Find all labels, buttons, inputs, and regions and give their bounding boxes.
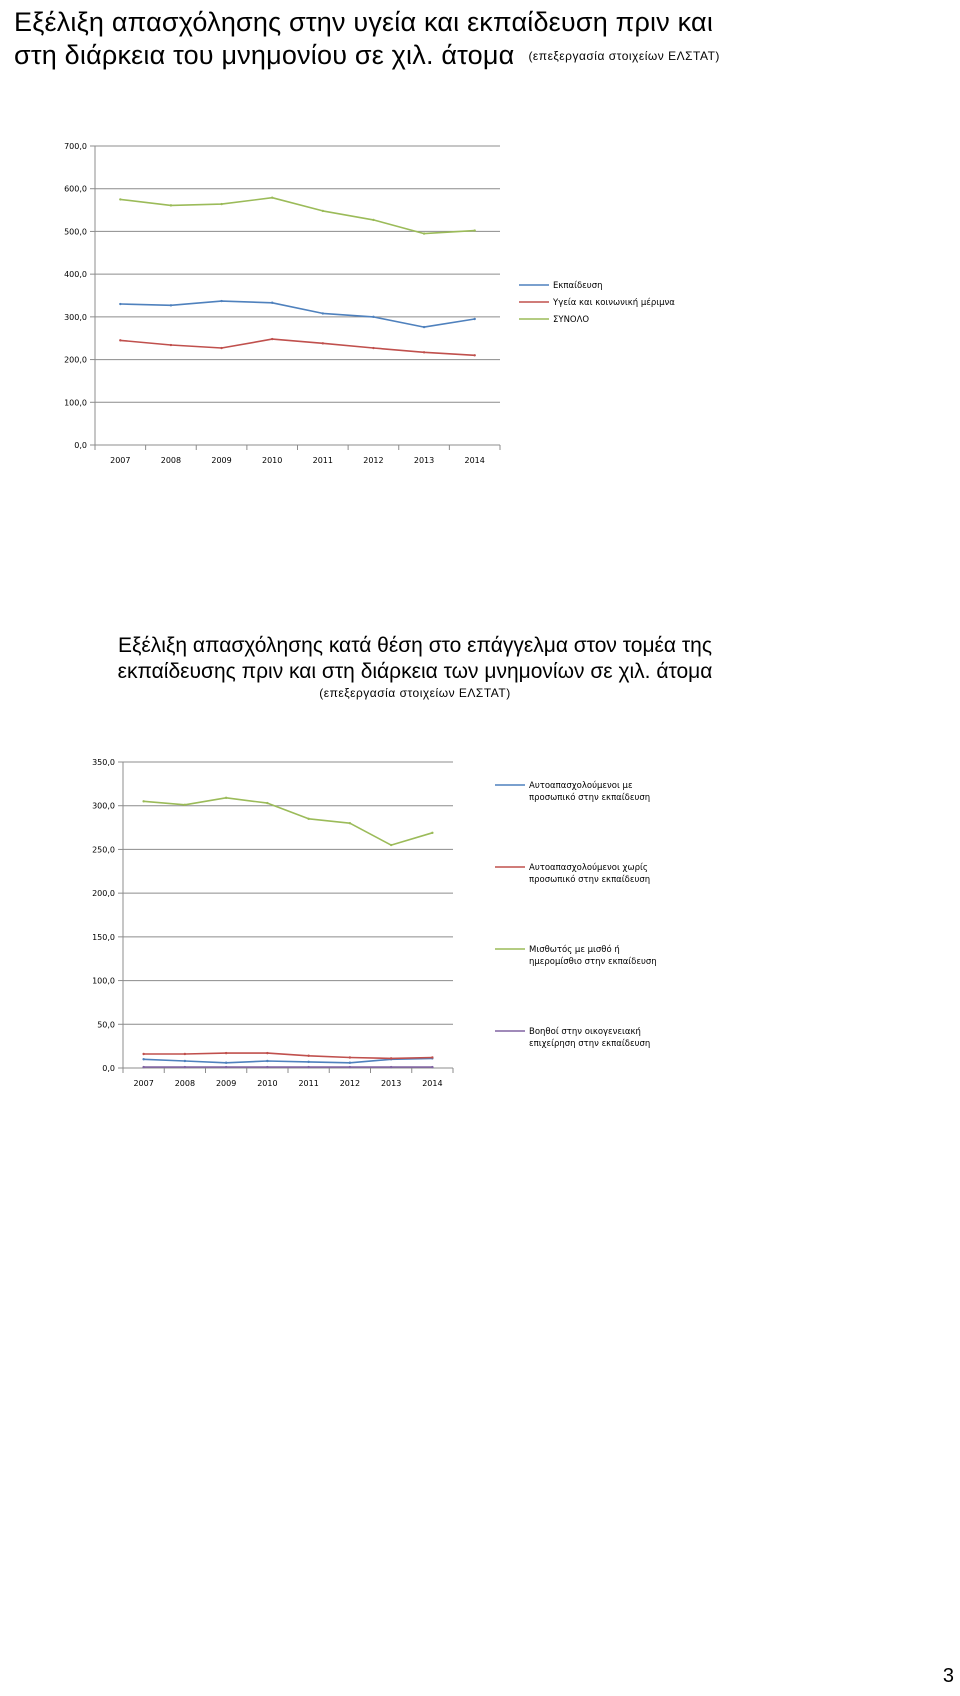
x-tick-label: 2010 (257, 1079, 278, 1088)
data-point (431, 832, 433, 834)
chart-2-title-line-1: Εξέλιξη απασχόλησης κατά θέση στο επάγγελμα στον τομέα της (118, 634, 712, 657)
x-tick-label: 2013 (380, 1079, 402, 1088)
data-point (431, 1056, 433, 1058)
y-tick-label: 350,0 (92, 758, 115, 767)
x-tick-label: 2009 (211, 456, 232, 465)
y-tick-label: 200,0 (64, 355, 87, 365)
legend-label-1: Αυτοαπασχολούμενοι με προσωπικό στην εκπαίδευση (529, 781, 651, 803)
data-point (431, 1066, 433, 1068)
legend-label-1: Εκπαίδευση (553, 281, 603, 291)
y-tick-label: 300,0 (92, 801, 115, 811)
x-tick-label: 2012 (339, 1079, 361, 1088)
data-point (266, 1060, 268, 1062)
legend-label-3: Μισθωτός με μισθό ή ημερομίσθιο στην εκπαίδευση (529, 945, 657, 967)
data-point (349, 822, 351, 824)
data-point (184, 804, 186, 806)
legend-label-2: Αυτοαπασχολούμενοι χωρίς προσωπικό στην εκπαίδευση (529, 863, 651, 885)
x-tick-label: 2012 (363, 456, 384, 465)
data-point (307, 1066, 309, 1068)
chart-1-source-note: (επεξεργασία στοιχείων ΕΛΣΤΑΤ) (528, 49, 720, 64)
data-point (184, 1060, 186, 1062)
x-tick-label: 2011 (312, 456, 333, 465)
y-tick-label: 300,0 (64, 312, 87, 322)
data-point (266, 1052, 268, 1054)
x-tick-label: 2007 (133, 1079, 154, 1088)
y-tick-label: 150,0 (92, 932, 115, 942)
x-tick-label: 2010 (262, 456, 283, 465)
data-point (225, 1066, 227, 1068)
data-point (142, 1066, 144, 1068)
chart-1-title-line-2: στη διάρκεια του μνημονίου σε χιλ. άτομα (14, 40, 515, 70)
data-point (225, 1052, 227, 1054)
y-tick-label: 200,0 (92, 889, 115, 899)
x-tick-label: 2014 (422, 1079, 443, 1088)
data-point (184, 1053, 186, 1055)
y-tick-label: 250,0 (92, 845, 115, 855)
data-point (390, 844, 392, 846)
page-number: 3 (942, 1665, 954, 1687)
data-point (349, 1056, 351, 1058)
data-point (266, 802, 268, 804)
y-tick-label: 0,0 (74, 441, 87, 450)
y-tick-label: 100,0 (92, 976, 115, 986)
legend-label-3: ΣΥΝΟΛΟ (553, 315, 590, 325)
data-point (349, 1062, 351, 1064)
chart-1-title-line-1: Εξέλιξη απασχόλησης στην υγεία και εκπαίδευση πριν και (14, 7, 714, 37)
x-tick-label: 2008 (160, 456, 182, 465)
data-point (142, 800, 144, 802)
data-point (307, 1055, 309, 1057)
data-point (184, 1066, 186, 1068)
y-tick-label: 50,0 (97, 1020, 115, 1030)
data-point (390, 1066, 392, 1068)
data-point (266, 1066, 268, 1068)
y-tick-label: 100,0 (64, 398, 87, 408)
data-point (390, 1057, 392, 1059)
data-point (142, 1053, 144, 1055)
data-point (225, 1062, 227, 1064)
y-tick-label: 600,0 (64, 184, 87, 194)
x-tick-label: 2014 (464, 456, 485, 465)
chart-2-title-line-2: εκπαίδευσης πριν και στη διάρκεια των μνημονίων σε χιλ. άτομα (117, 660, 713, 683)
y-tick-label: 400,0 (64, 270, 87, 280)
legend-label-2: Υγεία και κοινωνική μέριμνα (553, 298, 675, 308)
x-tick-label: 2011 (298, 1079, 319, 1088)
x-tick-label: 2007 (110, 456, 131, 465)
chart-2-source-note: (επεξεργασία στοιχείων ΕΛΣΤΑΤ) (319, 686, 511, 700)
data-point (307, 1061, 309, 1063)
data-point (307, 818, 309, 820)
x-tick-label: 2008 (174, 1079, 196, 1088)
data-point (349, 1066, 351, 1068)
series-line-3 (144, 798, 433, 845)
data-point (225, 797, 227, 799)
y-tick-label: 500,0 (64, 227, 87, 237)
x-tick-label: 2013 (413, 456, 435, 465)
x-tick-label: 2009 (215, 1079, 237, 1088)
series-line-2 (144, 1053, 433, 1058)
legend-label-4: Βοηθοί στην οικογενειακή επιχείρηση στην εκπαίδευση (529, 1027, 651, 1049)
y-tick-label: 700,0 (64, 142, 87, 151)
y-tick-label: 0,0 (102, 1064, 115, 1073)
data-point (142, 1058, 144, 1060)
